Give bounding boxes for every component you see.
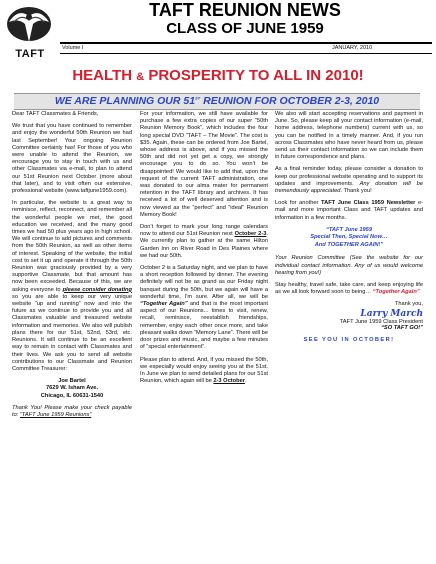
- col2-paragraph-4: [140, 357, 268, 386]
- logo-text: TAFT: [15, 48, 45, 60]
- col1-p3-text-a: Thank You! Please make your check payable to:: [12, 404, 132, 418]
- address-name: Joe Bartel: [58, 378, 86, 385]
- donate-link[interactable]: please consider donating: [62, 286, 132, 293]
- reunion-date-highlight: October 2-3: [234, 231, 267, 238]
- together-again-closing: “Together Again”: [372, 289, 420, 296]
- address-street: 7629 W. Isham Ave.: [45, 385, 99, 392]
- issue-date: JANUARY, 2010: [332, 45, 373, 51]
- col1-paragraph-1: We trust that you have continued to remember and enjoy the wonderful 50th Reunion we had last September! Your ongoing Reunion Committee certainly has! For those of you who were unable to attend the Reunion, we encourage you to stay in touch with us and other Classmates via e-mail, to plan to attend our 51st Reunion next October (more about that later), and to visit often our extensive, professional website (www.taftjune1959.com).: [12, 123, 132, 195]
- banner-post: REUNION FOR OCTOBER 2-3, 2010: [200, 95, 380, 107]
- col3-p3-text-a: Look for another: [275, 200, 322, 207]
- newsletter-name: TAFT June Class 1959 Newsletter: [321, 200, 416, 207]
- col2-p4-text-c: .: [244, 378, 247, 385]
- col1-p2-text-a: In particular, the website is a great way to reminisce, reflect, reconnect, and remember all the wonderful people we met, the good education we received, and the many good times we had 50 plus years ago in high school. We will continue to add pictures and comments from the 50th Reunion, as well as other items of interest. Speaking of the website, the initial cost to set it up and operate it through the 50th Reunion was graciously provided by a very supportive Classmate, but that amount has now been exceeded. Because of this, we are asking everyone to: [12, 200, 132, 293]
- payable-to: “TAFT June 1959 Reunions”: [19, 411, 92, 418]
- greeting: Dear TAFT Classmates & Friends,: [12, 111, 99, 117]
- column-3: [275, 111, 423, 344]
- col3-paragraph-5: [275, 282, 423, 296]
- headline-part1: HEALTH: [72, 67, 133, 84]
- col2-p3-text-a: October 2 is a Saturday night, and we plan to have a short reception followed by dinner. The evening definitely will not be as grand as our Friday night banquet during the 50th, but we again will have a wonderful time, I’m sure. After all, we will be: [140, 265, 268, 300]
- col3-p2-text-a: As a final reminder today, please consider a donation to keep our professional website operating and to support its updates and improvements.: [275, 166, 423, 187]
- slogan-line-3: And TOGETHER AGAIN!”: [314, 241, 384, 248]
- signature-title: TAFT June 1959 Class President: [339, 318, 423, 325]
- banner-sup: ST: [195, 95, 201, 101]
- col2-paragraph-2: [140, 224, 268, 260]
- col3-p3-text-c: e-mail and more important Class and TAFT updates and information in a few months.: [275, 200, 424, 221]
- treasurer-address: [12, 378, 132, 400]
- signature: Larry March: [360, 308, 423, 319]
- closing-line: SEE YOU IN OCTOBER!: [303, 337, 395, 344]
- col1-paragraph-3: [12, 405, 132, 419]
- newsletter-title: TAFT REUNION NEWS: [149, 0, 341, 20]
- col3-paragraph-3: [275, 200, 423, 222]
- col1-paragraph-2: [12, 200, 132, 373]
- col2-p4-text-a: Please plan to attend. And, if you missed the 50th, we especially would enjoy seeing you at the 51st. In June we plan to send detailed plans for our 51st Reunion, which again will be: [140, 356, 268, 385]
- masthead-rule-bottom: [60, 53, 432, 54]
- col2-p3-text-c: and that is the most important aspect of our Reunions... times to visit, renew, recall, reminisce, reestablish friendships, remember, enjoy each other once more, and take pleasant walks down “Memory Lane”. There will be door prizes and music, and maybe a few minutes of “special entertainment”.: [140, 301, 268, 351]
- together-again-phrase: “Together Again”: [140, 301, 188, 308]
- col1-p2-text-b: so you are able to keep our very unique website “up and running” now and into the future as we continue to provide you and all Classmates valuable and treasured website information and memories. We also will publish plans there for our 51st, 52nd, 53rd, etc. Reunions. It will continue to be an excellent way to remain in contact with Classmates and their lives. We ask you to send all website contributions to our Classmate and Reunion Committee Treasurer:: [12, 293, 132, 372]
- headline-ampersand: &: [136, 71, 145, 83]
- newsletter-subtitle: CLASS OF JUNE 1959: [166, 20, 324, 37]
- col2-paragraph-1: For your information, we still have available for purchase a few extra copies of our super “50th Reunion Memory Book”, which includes the four long special DVD “TAFT – The Movie”. The cost is $35. Again, these can be ordered from Joe Bartel, whose address is above, and if you missed the 50th and did not yet get a copy, we strongly encourage you to do so. You won’t be disappointed! We would like to add that, upon the request of the current TAFT administration, one was donated to our alma mater for permanent retention in the TAFT library and archives. It has received a lot of well deserved attention and is now viewed as the “perfect” and “ideal” Reunion Memory Book!: [140, 111, 268, 218]
- col3-paragraph-1: We also will start accepting reservations and payment in June. So, please keep all your contact information (e-mail, home address, telephone numbers) current with us, so you can be notified in a timely manner. And, if you run across Classmates who have never heard from us, please send us their contact information so we can include them in future correspondence and plans.: [275, 111, 423, 161]
- column-1: [12, 111, 132, 424]
- donation-appreciation: Any donation will be tremendously appreciated.: [275, 180, 423, 195]
- volume-label: Volume I: [62, 45, 84, 51]
- slogan-line-2: Special Then, Special Now…: [310, 234, 388, 241]
- col3-p2-text-c: Thank you!: [342, 188, 372, 195]
- thank-you-line: Thank you,: [394, 301, 423, 308]
- reunion-date-highlight-2: 2-3 October: [213, 378, 245, 385]
- masthead-rule-top: [60, 42, 432, 44]
- taft-eagle-logo-icon: [4, 2, 54, 48]
- col3-paragraph-4: Your Reunion Committee (See the website for our individual contact information. Any of us would welcome hearing from you!): [275, 255, 423, 276]
- col3-p5-text-a: Stay healthy, travel safe, take care, and keep enjoying life as we all look forward soon to being…: [275, 281, 423, 296]
- column-2: [140, 111, 268, 390]
- banner-pre: WE ARE PLANNING OUR 51: [54, 95, 196, 107]
- class-slogan: [275, 227, 423, 250]
- col2-p2-text-a: Don’t forget to mark your long range calendars now to attend our 51st Reunion next: [140, 224, 268, 238]
- col3-paragraph-2: [275, 166, 423, 195]
- signature-motto: “SO TAFT GO!”: [381, 325, 423, 332]
- reunion-banner: [14, 93, 420, 110]
- headline-part2: PROSPERITY TO ALL IN 2010!: [148, 67, 364, 84]
- col2-paragraph-3: [140, 265, 268, 351]
- address-city: Chicago, IL 60631-1540: [40, 392, 104, 399]
- col2-p2-text-c: . We currently plan to gather at the same Hilton Garden Inn on River Road in Des Plaines where we had our 50th.: [140, 231, 268, 259]
- headline: [0, 67, 436, 84]
- slogan-line-1: “TAFT June 1959: [325, 226, 373, 233]
